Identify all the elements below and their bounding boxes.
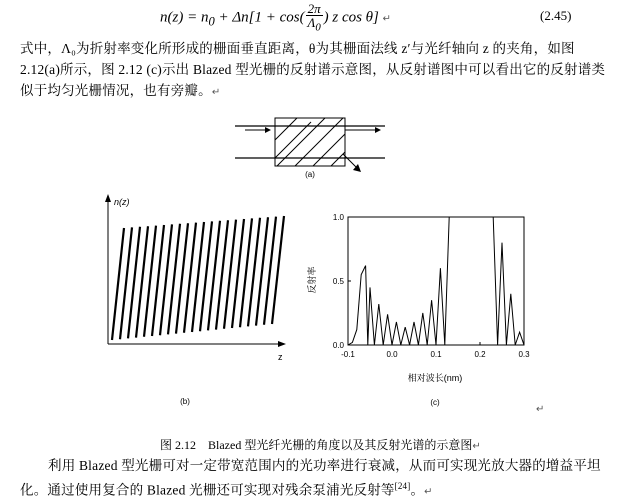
chart-frame <box>348 217 524 345</box>
equation-number: (2.45) <box>540 8 572 23</box>
y-axis-label: n(z) <box>114 197 130 207</box>
figure-caption: 图 2.12 Blazed 型光纤光栅的角度以及其反射光谱的示意图↵ <box>160 438 481 452</box>
figure-c-reflection-spectrum <box>300 205 540 410</box>
figure-a-label: (a) <box>305 170 315 179</box>
series-line-reflectance <box>348 217 524 345</box>
y-tick-label: 0.0 <box>332 341 344 350</box>
fraction: $\frac{2\pi}{\Lambda_0}$ <box>307 1 321 34</box>
paragraph-2: 利用 Blazed 型光栅可对一定带宽范围内的光功率进行衰减，从而可实现光放大器的增益平坦化。通过使用复合的 Blazed 光栅还可实现对残余泵浦光反射等[24]。↵ <box>20 458 601 498</box>
figure-c-label: (c) <box>430 398 440 407</box>
x-tick-label: 0.0 <box>386 350 398 359</box>
grating-box <box>275 118 345 166</box>
figure-b-index-profile <box>90 192 300 407</box>
y-tick-label: 0.5 <box>332 277 344 286</box>
y-axis-arrow <box>105 194 111 202</box>
chart-y-label: 反射率 <box>307 266 317 294</box>
y-tick-label: 1.0 <box>332 213 344 222</box>
x-tick-label: 0.1 <box>430 350 442 359</box>
grating-hatch <box>275 118 345 166</box>
x-tick-label: 0.2 <box>474 350 486 359</box>
x-tick-label: -0.1 <box>341 350 355 359</box>
x-axis-label: z <box>278 352 283 362</box>
sawtooth-lines <box>112 216 284 340</box>
chart-plot-area <box>333 213 530 359</box>
paragraph-1: 式中，Λ₀为折射率变化所形成的栅面垂直距离，θ为其栅面法线 z′与光纤轴向 z 的夹角，如图 2.12(a)所示，图 2.12 (c)示出 Blazed 型光栅的反射谱示意图，从反射谱图中可以看出它的反射谱类似于均匀光栅情况，也有旁瓣。↵ <box>20 41 606 98</box>
chart-x-label: 相对波长(nm) <box>407 373 463 383</box>
return-mark: ↵ <box>382 13 392 25</box>
x-tick-label: 0.3 <box>518 350 530 359</box>
figure-b-label: (b) <box>180 397 190 406</box>
transmit-arrow-head <box>375 127 381 133</box>
return-mark: ↵ <box>536 404 545 415</box>
equation: $n(z) = n_0 + \Delta n[1 + \cos$( $\frac{2\pi}{\Lambda_0}$ ) z cos θ] ↵ <box>160 1 392 34</box>
incident-arrow-head <box>265 127 271 133</box>
x-axis-arrow <box>278 341 286 347</box>
figure-a-grating <box>225 110 395 180</box>
